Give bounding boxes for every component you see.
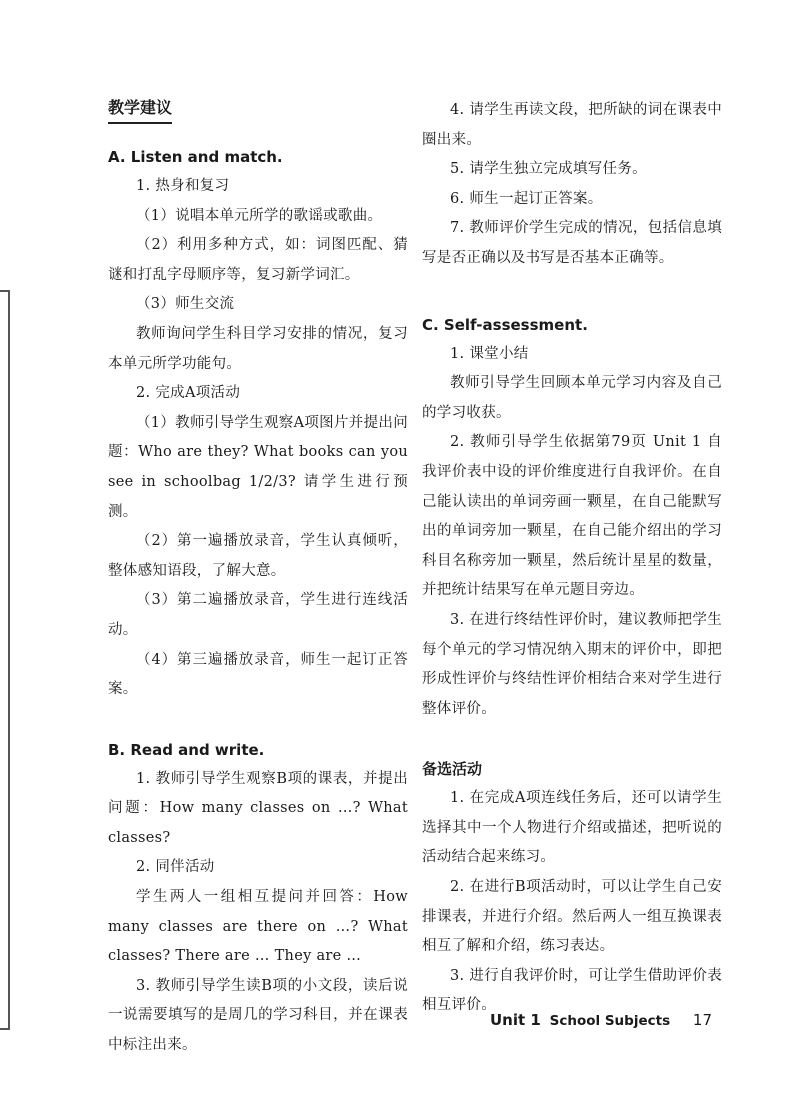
right-column [422,96,722,1021]
section-c-title: C. Self-assessment. [422,315,588,334]
paragraph: 3. 教师引导学生读B项的小文段，读后说一说需要填写的是周几的学习科目，并在课表中标注出来。 [108,977,408,1054]
paragraph: 6. 师生一起订正答案。 [450,190,603,207]
paragraph: 1. 热身和复习 [136,178,230,194]
footer-subject: School Subjects [549,1013,671,1029]
paragraph: 2. 完成A项活动 [136,385,241,402]
paragraph: （3）师生交流 [136,296,235,313]
paragraph: 4. 请学生再读文段，把所缺的词在课表中圈出来。 [422,102,722,148]
paragraph: 3. 在进行终结性评价时，建议教师把学生每个单元的学习情况纳入期末的评价中，即把形成性评价与终结性评价相结合来对学生进行整体评价。 [422,611,722,717]
section-a-title: A. Listen and match. [108,148,283,166]
paragraph: （2）利用多种方式，如：词图匹配、猜谜和打乱字母顺序等，复习新学词汇。 [108,237,408,283]
paragraph: （2）第一遍播放录音，学生认真倾听，整体感知语段，了解大意。 [108,533,408,579]
paragraph: 1. 在完成A项连线任务后，还可以请学生选择其中一个人物进行介绍或描述，把听说的活动结合起来练习。 [422,790,722,866]
paragraph: 教师引导学生回顾本单元学习内容及自己的学习收获。 [422,375,722,421]
section-b-title: B. Read and write. [108,740,265,759]
extra-activities-title: 备选活动 [422,760,483,779]
paragraph: （4）第三遍播放录音，师生一起订正答案。 [108,651,408,698]
paragraph: 7. 教师评价学生完成的情况，包括信息填写是否正确以及书写是否基本正确等。 [422,220,722,266]
margin-bracket [0,290,10,1030]
page-number: 17 [692,1011,712,1029]
paragraph: （3）第二遍播放录音，学生进行连线活动。 [108,592,408,638]
paragraph: 5. 请学生独立完成填写任务。 [450,161,647,178]
paragraph: 1. 课堂小结 [450,345,529,362]
paragraph: 1. 教师引导学生观察B项的课表，并提出问题：How many classes on …? What classes? [108,770,408,846]
paragraph: 学生两人一组相互提问并回答：How many classes are there on …? What classes? There are … They are … [108,889,408,965]
paragraph: 2. 同伴活动 [136,859,215,876]
paragraph: 2. 在进行B项活动时，可以让学生自己安排课表，并进行介绍。然后两人一组互换课表相互了解和介绍，练习表达。 [422,879,722,955]
left-column [108,96,408,1061]
page-heading: 教学建议 [108,96,172,124]
paragraph: 教师询问学生科目学习安排的情况，复习本单元所学功能句。 [108,325,408,372]
footer-unit: Unit 1 [490,1011,541,1029]
page-footer [490,1009,712,1032]
paragraph: 2. 教师引导学生依据第79页 Unit 1 自我评价表中设的评价维度进行自我评价。在自己能认读出的单词旁画一颗星，在自己能默写出的单词旁加一颗星，在自己能介绍出的学习科目名称旁加一颗星，然后统计星星的数量，并把统计结果写在单元题目旁边。 [422,434,722,599]
paragraph: （1）教师引导学生观察A项图片并提出问题：Who are they? What books can you see in schoolbag 1/2/3? 请学生进行预测。 [108,414,408,520]
paragraph: 3. 进行自我评价时，可让学生借助评价表相互评价。 [422,967,722,1014]
paragraph: （1）说唱本单元所学的歌谣或歌曲。 [136,207,383,224]
